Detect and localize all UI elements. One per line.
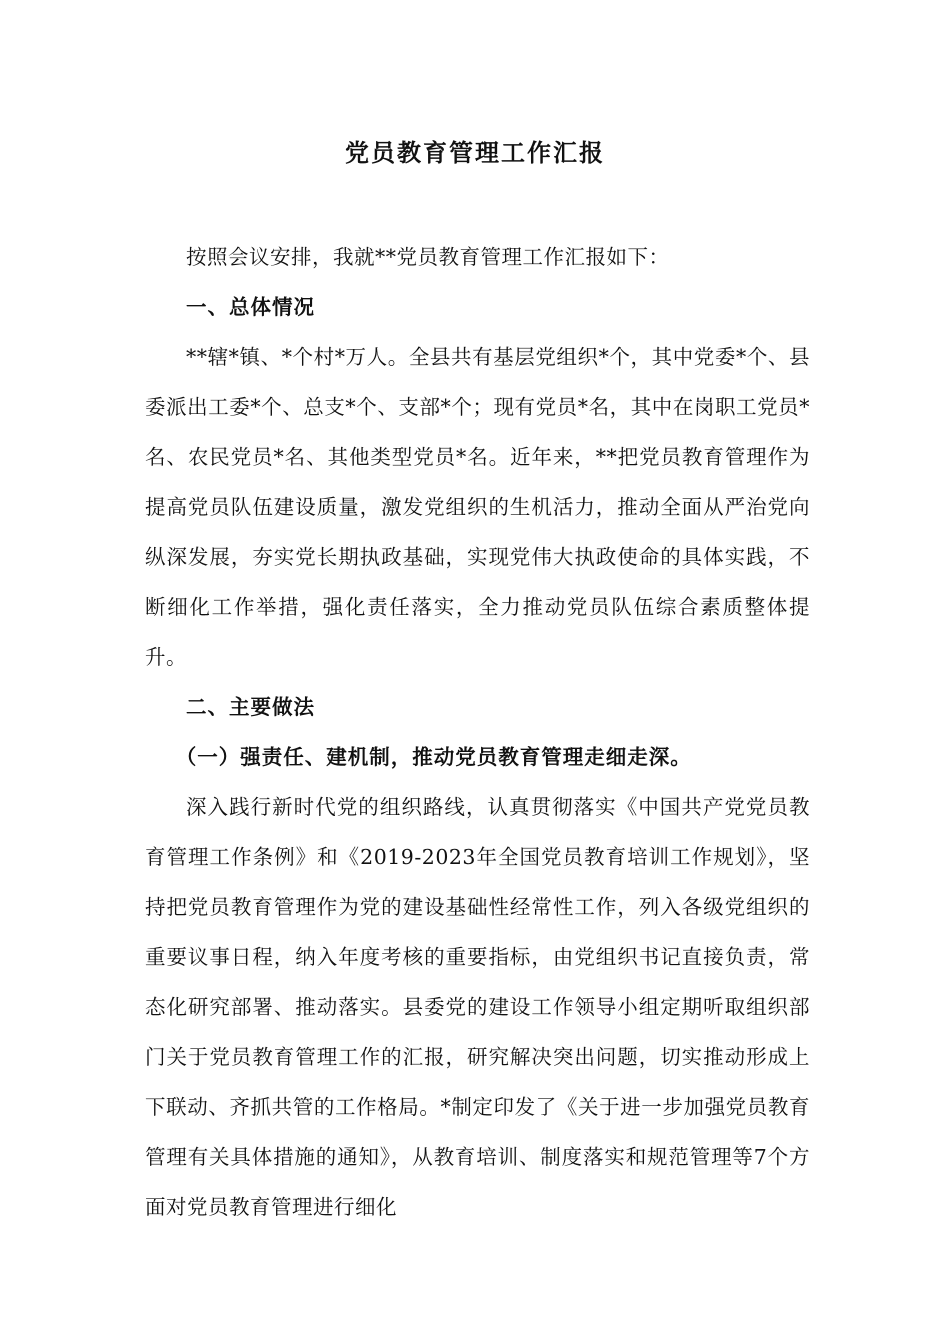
section-heading-main-practices: 二、主要做法 bbox=[186, 695, 315, 719]
subsection-heading-responsibility: （一）强责任、建机制，推动党员教育管理走细走深。 bbox=[175, 745, 692, 769]
responsibility-paragraph: 深入践行新时代党的组织路线，认真贯彻落实《中国共产党党员教育管理工作条例》和《2019-2023年全国党员教育培训工作规划》，坚持把党员教育管理作为党的建设基础性经常性工作，列入各级党组织的重要议事日程，纳入年度考核的重要指标，由党组织书记直接负责，常态化研究部署、推动落实。县委党的建设工作领导小组定期听取组织部门关于党员教育管理工作的汇报，研究解决突出问题，切实推动形成上下联动、齐抓共管的工作格局。*制定印发了《关于进一步加强党员教育管理有关具体措施的通知》，从教育培训、制度落实和规范管理等7个方面对党员教育管理进行细化 bbox=[145, 795, 810, 1219]
section-heading-overview: 一、总体情况 bbox=[186, 295, 315, 319]
intro-paragraph: 按照会议安排，我就**党员教育管理工作汇报如下： bbox=[186, 245, 670, 269]
document-body bbox=[145, 232, 810, 1232]
overview-paragraph: **辖*镇、*个村*万人。全县共有基层党组织*个，其中党委*个、县委派出工委*个、总支*个、支部*个；现有党员*名，其中在岗职工党员*名、农民党员*名、其他类型党员*名。近年来，**把党员教育管理作为提高党员队伍建设质量，激发党组织的生机活力，推动全面从严治党向纵深发展，夯实党长期执政基础，实现党伟大执政使命的具体实践，不断细化工作举措，强化责任落实，全力推动党员队伍综合素质整体提升。 bbox=[145, 345, 810, 669]
page-title: 党员教育管理工作汇报 bbox=[345, 138, 605, 167]
